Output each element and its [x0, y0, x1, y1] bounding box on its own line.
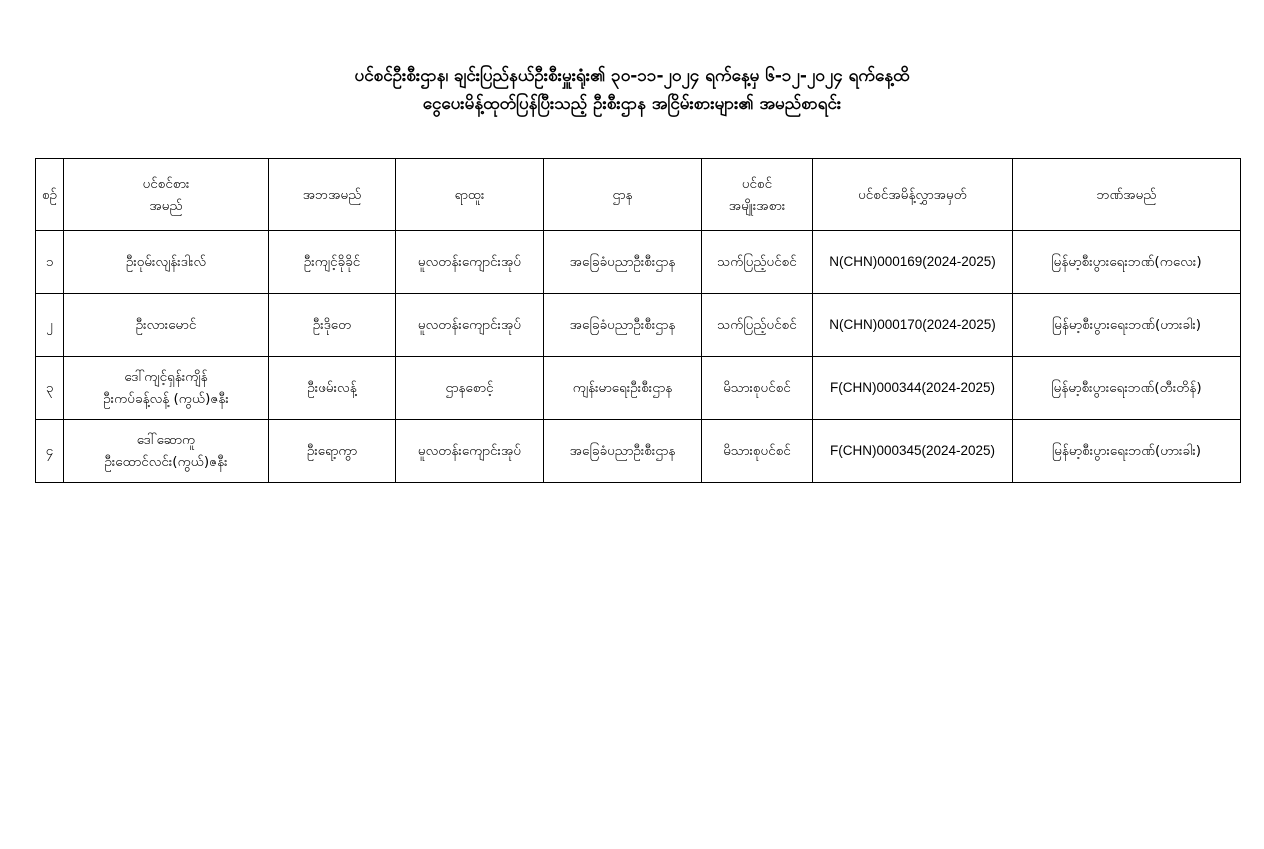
cell-name-line1: ဒေါ်ကျင့်ရှန်းကျိန်	[124, 369, 208, 385]
cell-department: အခြေခံပညာဦးစီးဌာန	[544, 231, 702, 294]
header-department: ဌာန	[544, 159, 702, 231]
cell-father: ဦးကျင့်ခိုခိုင်	[269, 231, 396, 294]
header-rank: ရာထူး	[396, 159, 544, 231]
header-pension-type-line2: အမျိုးအစား	[728, 197, 786, 214]
cell-order-no: F(CHN)000345(2024-2025)	[813, 420, 1013, 483]
table-row	[36, 357, 1241, 420]
cell-father: ဦးဖမ်းလန့်	[269, 357, 396, 420]
cell-name-line1: ဦးဝုမ်းလျန်းဒါးလ်	[125, 254, 207, 270]
document-title	[0, 62, 1264, 118]
cell-pension-type: မိသားစုပင်စင်	[702, 357, 813, 420]
cell-name	[64, 420, 269, 483]
cell-bank: မြန်မာ့စီးပွားရေးဘဏ်(တီးတိန်)	[1013, 357, 1241, 420]
cell-name	[64, 294, 269, 357]
cell-rank: ဌာနစောင့်	[396, 357, 544, 420]
cell-no: ၃	[36, 357, 64, 420]
cell-rank: မူလတန်းကျောင်းအုပ်	[396, 294, 544, 357]
cell-department: အခြေခံပညာဦးစီးဌာန	[544, 420, 702, 483]
pensioner-table	[35, 158, 1241, 483]
header-pensioner-name-line2: အမည်	[149, 197, 183, 214]
cell-department: အခြေခံပညာဦးစီးဌာန	[544, 294, 702, 357]
header-pensioner-name-line1: ပင်စင်စား	[142, 175, 190, 192]
cell-name	[64, 357, 269, 420]
cell-pension-type: မိသားစုပင်စင်	[702, 420, 813, 483]
cell-name-line1: ဦးလားမောင်	[135, 317, 197, 333]
cell-no: ၄	[36, 420, 64, 483]
table-row	[36, 231, 1241, 294]
title-line-2: ငွေပေးမိန့်ထုတ်ပြန်ပြီးသည့် ဦးစီးဌာန အငြိမ်းစားများ၏ အမည်စာရင်း	[422, 94, 842, 114]
cell-name-line2: ဦးကပ်ခန့်လန့် (ကွယ်)ဇနီး	[103, 391, 229, 407]
cell-father: ဦးရော့ကွာ	[269, 420, 396, 483]
table-row	[36, 420, 1241, 483]
header-order-no: ပင်စင်အမိန့်လွှာအမှတ်	[813, 159, 1013, 231]
cell-no: ၂	[36, 294, 64, 357]
cell-no: ၁	[36, 231, 64, 294]
header-pension-type	[702, 159, 813, 231]
header-pensioner-name	[64, 159, 269, 231]
cell-name	[64, 231, 269, 294]
header-father-name: အဘအမည်	[269, 159, 396, 231]
cell-name-line2: ဦးထောင်လင်း(ကွယ်)ဇနီး	[104, 454, 228, 470]
cell-order-no: N(CHN)000170(2024-2025)	[813, 294, 1013, 357]
cell-father: ဦးဒိုတေ	[269, 294, 396, 357]
cell-bank: မြန်မာ့စီးပွားရေးဘဏ်(ကလေး)	[1013, 231, 1241, 294]
cell-rank: မူလတန်းကျောင်းအုပ်	[396, 420, 544, 483]
cell-rank: မူလတန်းကျောင်းအုပ်	[396, 231, 544, 294]
cell-name-line1: ဒေါ်ဆောကူ	[136, 432, 196, 448]
header-no: စဉ်	[36, 159, 64, 231]
title-line-1: ပင်စင်ဦးစီးဌာန၊ ချင်းပြည်နယ်ဦးစီးမှူးရုံး၏ ၃၀-၁၁-၂၀၂၄ ရက်နေ့မှ ၆-၁၂-၂၀၂၄ ရက်နေ့ထိ	[354, 66, 910, 86]
cell-order-no: F(CHN)000344(2024-2025)	[813, 357, 1013, 420]
table-header-row	[36, 159, 1241, 231]
header-bank: ဘဏ်အမည်	[1013, 159, 1241, 231]
cell-pension-type: သက်ပြည့်ပင်စင်	[702, 294, 813, 357]
table-row	[36, 294, 1241, 357]
cell-bank: မြန်မာ့စီးပွားရေးဘဏ်(ဟားခါး)	[1013, 420, 1241, 483]
header-pension-type-line1: ပင်စင်	[741, 175, 773, 192]
cell-order-no: N(CHN)000169(2024-2025)	[813, 231, 1013, 294]
cell-bank: မြန်မာ့စီးပွားရေးဘဏ်(ဟားခါး)	[1013, 294, 1241, 357]
cell-department: ကျန်းမာရေးဦးစီးဌာန	[544, 357, 702, 420]
cell-pension-type: သက်ပြည့်ပင်စင်	[702, 231, 813, 294]
